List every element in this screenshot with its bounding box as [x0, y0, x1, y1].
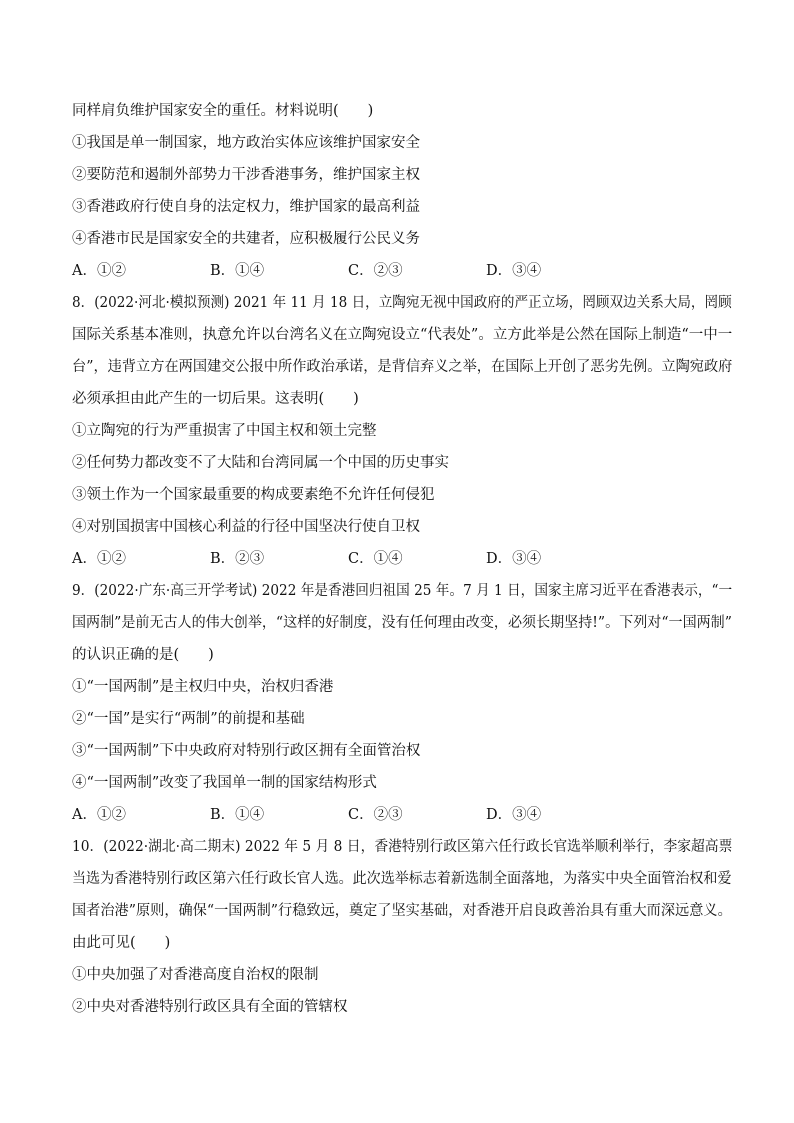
q9-stem-line-2: 国两制”是前无古人的伟大创举，“这样的好制度，没有任何理由改变，必须长期坚持!”。下列对“一国两制”: [72, 615, 732, 631]
q8-choice-3: ③领土作为一个国家最重要的构成要素绝不允许任何侵犯: [72, 487, 435, 503]
q8-stem-line-3: 台”，违背立方在两国建交公报中所作政治承诺，是背信弃义之举，在国际上开创了恶劣先例。立陶宛政府: [72, 359, 733, 375]
option-c[interactable]: C．②③: [348, 807, 403, 823]
option-c[interactable]: C．①④: [348, 551, 403, 567]
option-d[interactable]: D．③④: [486, 263, 542, 279]
q10-stem-line-3: 国者治港”原则，确保“一国两制”行稳致远，奠定了坚实基础，对香港开启良政善治具有重大而深远意义。: [72, 903, 732, 919]
q9-choice-1: ①“一国两制”是主权归中央，治权归香港: [72, 679, 334, 695]
q9-choice-3: ③“一国两制”下中央政府对特别行政区拥有全面管治权: [72, 743, 421, 759]
q9-stem-line-3: 的认识正确的是( ): [72, 647, 214, 663]
q10-stem-line-1: 10．(2022·湖北·高二期末) 2022 年 5 月 8 日，香港特别行政区第六任行政长官选举顺利举行，李家超高票: [72, 839, 733, 855]
option-a[interactable]: A．①②: [72, 551, 126, 567]
option-d[interactable]: D．③④: [486, 807, 542, 823]
option-c[interactable]: C．②③: [348, 263, 403, 279]
intro-options: [72, 261, 732, 281]
option-b[interactable]: B．①④: [210, 263, 265, 279]
intro-line-1: 同样肩负维护国家安全的重任。材料说明( ): [72, 103, 374, 119]
q9-stem-line-1: 9．(2022·广东·高三开学考试) 2022 年是香港回归祖国 25 年。7 月 1 日，国家主席习近平在香港表示，“一: [72, 583, 733, 599]
intro-choice-4: ④香港市民是国家安全的共建者，应积极履行公民义务: [72, 231, 420, 247]
q10-choice-1: ①中央加强了对香港高度自治权的限制: [72, 967, 319, 983]
q9-options: [72, 805, 732, 825]
option-a[interactable]: A．①②: [72, 807, 126, 823]
q10-stem-line-4: 由此可见( ): [72, 935, 171, 951]
option-a[interactable]: A．①②: [72, 263, 126, 279]
q8-choice-4: ④对别国损害中国核心利益的行径中国坚决行使自卫权: [72, 519, 420, 535]
option-b[interactable]: B．②③: [210, 551, 265, 567]
q8-choice-1: ①立陶宛的行为严重损害了中国主权和领土完整: [72, 423, 377, 439]
q8-stem-line-2: 国际关系基本准则，执意允许以台湾名义在立陶宛设立“代表处”。立方此举是公然在国际上制造“一中一: [72, 327, 733, 343]
option-b[interactable]: B．①④: [210, 807, 265, 823]
intro-choice-3: ③香港政府行使自身的法定权力，维护国家的最高利益: [72, 199, 420, 215]
q10-choice-2: ②中央对香港特别行政区具有全面的管辖权: [72, 999, 348, 1015]
q9-choice-4: ④“一国两制”改变了我国单一制的国家结构形式: [72, 775, 377, 791]
q8-stem-line-1: 8．(2022·河北·模拟预测) 2021 年 11 月 18 日，立陶宛无视中国政府的严正立场，罔顾双边关系大局，罔顾: [72, 295, 732, 311]
option-d[interactable]: D．③④: [486, 551, 542, 567]
q8-choice-2: ②任何势力都改变不了大陆和台湾同属一个中国的历史事实: [72, 455, 449, 471]
q9-choice-2: ②“一国”是实行“两制”的前提和基础: [72, 711, 305, 727]
q10-stem-line-2: 当选为香港特别行政区第六任行政长官人选。此次选举标志着新选制全面落地，为落实中央全面管治权和爱: [72, 871, 732, 887]
intro-choice-1: ①我国是单一制国家，地方政治实体应该维护国家安全: [72, 135, 420, 151]
intro-choice-2: ②要防范和遏制外部势力干涉香港事务，维护国家主权: [72, 167, 420, 183]
q8-stem-line-4: 必须承担由此产生的一切后果。这表明( ): [72, 391, 359, 407]
q8-options: [72, 549, 732, 569]
